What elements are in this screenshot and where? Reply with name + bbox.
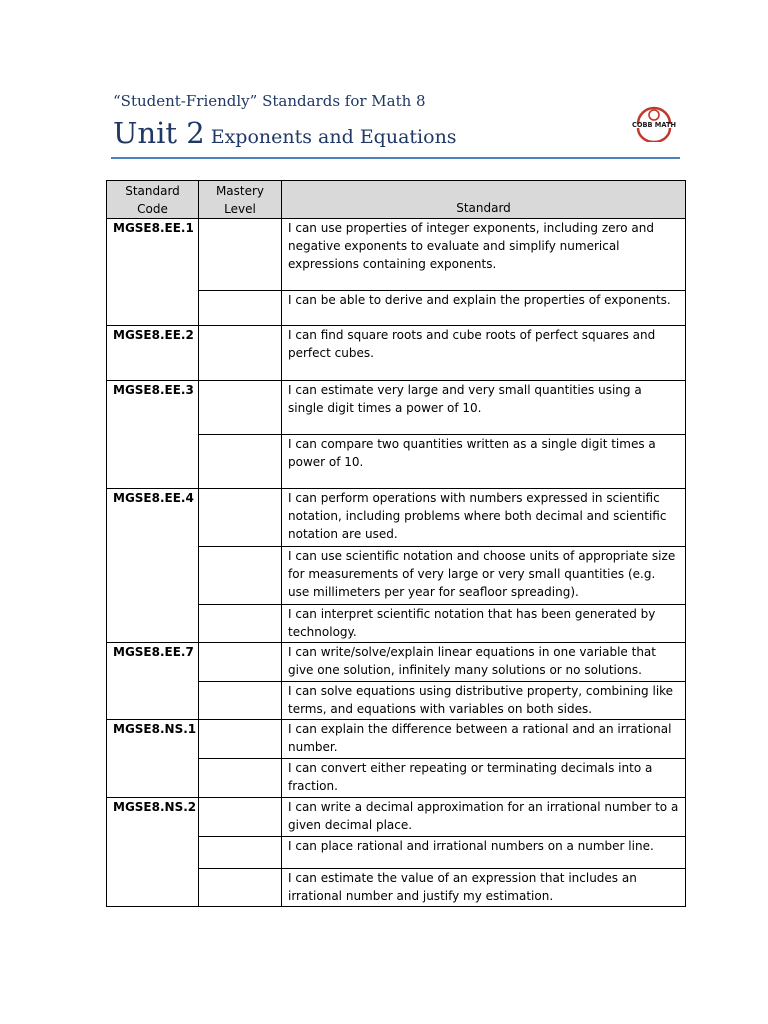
standard-text: I can estimate the value of an expression that includes an irrational number and justify my estimation. [282,869,686,907]
mastery-level-cell[interactable] [199,643,282,682]
mastery-level-cell[interactable] [199,381,282,435]
mastery-level-cell[interactable] [199,798,282,837]
column-header-code: Standard Code [107,181,199,219]
standard-code: MGSE8.NS.1 [107,720,199,798]
table-row [107,381,686,435]
standard-text: I can estimate very large and very small quantities using a single digit times a power of 10. [282,381,686,435]
mastery-level-cell[interactable] [199,869,282,907]
cobb-math-logo-icon [626,106,682,142]
standard-text: I can perform operations with numbers expressed in scientific notation, including problems where both decimal and scientific notation are used. [282,489,686,547]
cobb-math-logo [626,106,682,142]
header-rule [111,157,680,159]
document-title [113,116,457,150]
column-header-standard: Standard [282,181,686,219]
mastery-level-cell[interactable] [199,720,282,759]
standard-code: MGSE8.EE.4 [107,489,199,643]
mastery-level-cell[interactable] [199,291,282,326]
mastery-level-cell[interactable] [199,837,282,869]
standard-code: MGSE8.EE.7 [107,643,199,720]
table-row [107,219,686,291]
standard-text: I can convert either repeating or terminating decimals into a fraction. [282,759,686,798]
table-row [107,798,686,837]
table-row [107,489,686,547]
standard-text: I can explain the difference between a rational and an irrational number. [282,720,686,759]
document-subtitle: “Student-Friendly” Standards for Math 8 [113,92,426,110]
column-header-mastery: Mastery Level [199,181,282,219]
standard-code: MGSE8.EE.2 [107,326,199,381]
unit-label: Unit 2 [113,116,205,150]
mastery-level-cell[interactable] [199,489,282,547]
mastery-level-cell[interactable] [199,547,282,605]
standard-text: I can use scientific notation and choose units of appropriate size for measurements of very large or very small quantities (e.g. use millimeters per year for seafloor spreading). [282,547,686,605]
mastery-level-cell[interactable] [199,435,282,489]
standard-code: MGSE8.NS.2 [107,798,199,907]
table-row [107,326,686,381]
mastery-level-cell[interactable] [199,759,282,798]
standard-text: I can find square roots and cube roots of perfect squares and perfect cubes. [282,326,686,381]
standard-text: I can use properties of integer exponents, including zero and negative exponents to evaluate and simplify numerical expressions containing exponents. [282,219,686,291]
mastery-level-cell[interactable] [199,682,282,720]
mastery-level-cell[interactable] [199,605,282,643]
standard-text: I can compare two quantities written as a single digit times a power of 10. [282,435,686,489]
table-row [107,720,686,759]
mastery-level-cell[interactable] [199,219,282,291]
standard-text: I can solve equations using distributive property, combining like terms, and equations with variables on both sides. [282,682,686,720]
standard-text: I can write a decimal approximation for an irrational number to a given decimal place. [282,798,686,837]
table-row [107,643,686,682]
mastery-level-cell[interactable] [199,326,282,381]
standard-code: MGSE8.EE.3 [107,381,199,489]
standard-code: MGSE8.EE.1 [107,219,199,326]
standard-text: I can place rational and irrational numbers on a number line. [282,837,686,869]
unit-topic: Exponents and Equations [210,126,457,148]
standard-text: I can interpret scientific notation that has been generated by technology. [282,605,686,643]
logo-text: COBB MATH [632,121,676,129]
standards-table [106,180,686,907]
standard-text: I can be able to derive and explain the properties of exponents. [282,291,686,326]
standard-text: I can write/solve/explain linear equations in one variable that give one solution, infinitely many solutions or no solutions. [282,643,686,682]
